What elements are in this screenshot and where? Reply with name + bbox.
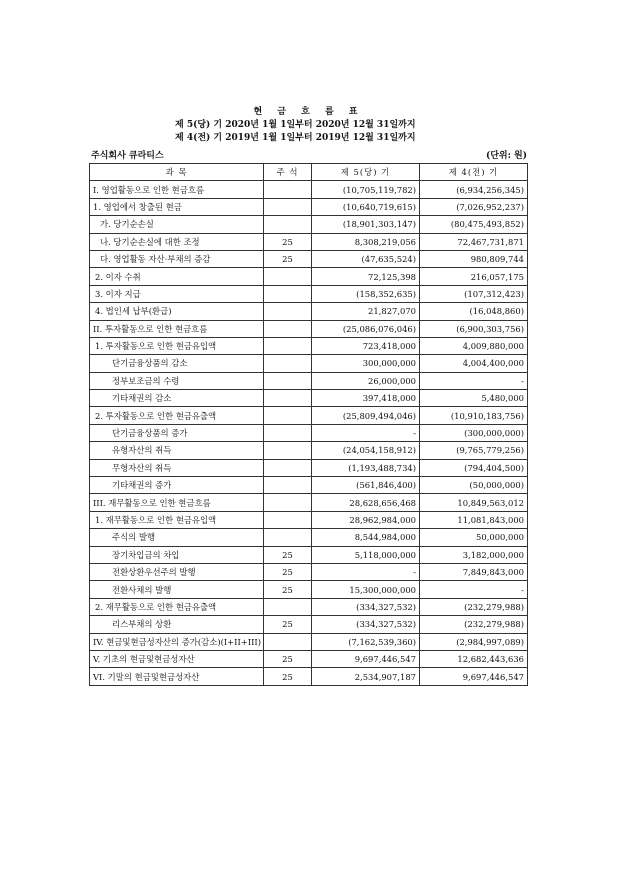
row-prior-amount: - <box>420 372 528 389</box>
row-note <box>264 598 312 615</box>
row-note <box>264 181 312 198</box>
row-note <box>264 633 312 650</box>
row-current-amount: (334,327,532) <box>312 616 420 633</box>
row-note <box>264 407 312 424</box>
row-note <box>264 355 312 372</box>
row-prior-amount: 980,809,744 <box>420 250 528 267</box>
row-current-amount: (47,635,524) <box>312 250 420 267</box>
row-current-amount: (25,086,076,046) <box>312 320 420 337</box>
table-body <box>90 181 528 685</box>
row-prior-amount: (2,984,997,089) <box>420 633 528 650</box>
row-label: 가. 당기순손실 <box>90 216 264 233</box>
row-current-amount: (10,705,119,782) <box>312 181 420 198</box>
row-current-amount: 723,418,000 <box>312 337 420 354</box>
table-row <box>90 407 528 424</box>
row-current-amount: 15,300,000,000 <box>312 581 420 598</box>
row-prior-amount: (80,475,493,852) <box>420 216 528 233</box>
row-prior-amount: 11,081,843,000 <box>420 511 528 528</box>
row-label: III. 재무활동으로 인한 현금흐름 <box>90 494 264 511</box>
row-label: 주식의 발행 <box>90 529 264 546</box>
row-prior-amount: 9,697,446,547 <box>420 668 528 685</box>
row-label: 1. 투자활동으로 인한 현금유입액 <box>90 337 264 354</box>
row-prior-amount: (300,000,000) <box>420 424 528 441</box>
row-label: VI. 기말의 현금및현금성자산 <box>90 668 264 685</box>
row-note <box>264 459 312 476</box>
row-note <box>264 390 312 407</box>
row-current-amount: - <box>312 424 420 441</box>
row-label: I. 영업활동으로 인한 현금흐름 <box>90 181 264 198</box>
row-label: IV. 현금및현금성자산의 증가(감소)(I+II+III) <box>90 633 264 650</box>
row-prior-amount: - <box>420 581 528 598</box>
row-prior-amount: 72,467,731,871 <box>420 233 528 250</box>
table-row <box>90 320 528 337</box>
row-note <box>264 337 312 354</box>
row-note: 25 <box>264 563 312 580</box>
header-prior-period: 제 4(전) 기 <box>420 164 528 181</box>
row-label: 무형자산의 취득 <box>90 459 264 476</box>
row-current-amount: 8,544,984,000 <box>312 529 420 546</box>
table-row <box>90 477 528 494</box>
row-current-amount: (18,901,303,147) <box>312 216 420 233</box>
row-note <box>264 424 312 441</box>
row-note <box>264 477 312 494</box>
row-label: 리스부채의 상환 <box>90 616 264 633</box>
row-label: 전환사채의 발행 <box>90 581 264 598</box>
row-label: 4. 법인세 납부(환급) <box>90 303 264 320</box>
table-row <box>90 616 528 633</box>
table-row <box>90 216 528 233</box>
table-row <box>90 250 528 267</box>
header-note: 주 석 <box>264 164 312 181</box>
row-current-amount: (10,640,719,615) <box>312 198 420 215</box>
row-note <box>264 216 312 233</box>
row-current-amount: 28,628,656,468 <box>312 494 420 511</box>
row-current-amount: 9,697,446,547 <box>312 650 420 667</box>
row-current-amount: (25,809,494,046) <box>312 407 420 424</box>
row-note <box>264 511 312 528</box>
table-row <box>90 424 528 441</box>
row-label: 유형자산의 취득 <box>90 442 264 459</box>
row-prior-amount: 4,004,400,000 <box>420 355 528 372</box>
table-row <box>90 633 528 650</box>
table-row <box>90 494 528 511</box>
table-row <box>90 511 528 528</box>
row-label: 전환상환우선주의 발행 <box>90 563 264 580</box>
table-row <box>90 546 528 563</box>
table-row <box>90 268 528 285</box>
company-name: 주식회사 큐라티스 <box>91 151 164 161</box>
row-label: 장기차입금의 차입 <box>90 546 264 563</box>
row-prior-amount: (232,279,988) <box>420 598 528 615</box>
row-label: 단기금융상품의 증가 <box>90 424 264 441</box>
row-label: 1. 영업에서 창출된 현금 <box>90 198 264 215</box>
row-current-amount: 5,118,000,000 <box>312 546 420 563</box>
table-header-row <box>90 164 528 181</box>
row-prior-amount: (107,312,423) <box>420 285 528 302</box>
row-current-amount: 397,418,000 <box>312 390 420 407</box>
row-note <box>264 372 312 389</box>
row-current-amount: 2,534,907,187 <box>312 668 420 685</box>
row-prior-amount: 3,182,000,000 <box>420 546 528 563</box>
row-note: 25 <box>264 650 312 667</box>
row-label: 1. 재무활동으로 인한 현금유입액 <box>90 511 264 528</box>
row-note: 25 <box>264 250 312 267</box>
period-prior: 제 4(전) 기 2019년 1월 1일부터 2019년 12월 31일까지 <box>175 133 416 143</box>
row-current-amount: (1,193,488,734) <box>312 459 420 476</box>
row-prior-amount: (794,404,500) <box>420 459 528 476</box>
table-row <box>90 668 528 685</box>
table-row <box>90 650 528 667</box>
row-current-amount: 28,962,984,000 <box>312 511 420 528</box>
row-label: 2. 투자활동으로 인한 현금유출액 <box>90 407 264 424</box>
table-row <box>90 529 528 546</box>
table-row <box>90 459 528 476</box>
row-prior-amount: (6,900,303,756) <box>420 320 528 337</box>
table-row <box>90 598 528 615</box>
row-note <box>264 442 312 459</box>
table-row <box>90 285 528 302</box>
period-current: 제 5(당) 기 2020년 1월 1일부터 2020년 12월 31일까지 <box>175 120 416 130</box>
table-row <box>90 355 528 372</box>
row-current-amount: (334,327,532) <box>312 598 420 615</box>
row-label: 정부보조금의 수령 <box>90 372 264 389</box>
row-prior-amount: 50,000,000 <box>420 529 528 546</box>
row-prior-amount: (10,910,183,756) <box>420 407 528 424</box>
row-current-amount: 72,125,398 <box>312 268 420 285</box>
row-current-amount: (561,846,400) <box>312 477 420 494</box>
row-current-amount: (24,054,158,912) <box>312 442 420 459</box>
row-label: 2. 재무활동으로 인한 현금유출액 <box>90 598 264 615</box>
row-label: 다. 영업활동 자산·부채의 증감 <box>90 250 264 267</box>
header-current-period: 제 5(당) 기 <box>312 164 420 181</box>
table-row <box>90 181 528 198</box>
row-prior-amount: 216,057,175 <box>420 268 528 285</box>
row-current-amount: 21,827,070 <box>312 303 420 320</box>
row-label: 기타채권의 증가 <box>90 477 264 494</box>
row-prior-amount: (50,000,000) <box>420 477 528 494</box>
row-prior-amount: 12,682,443,636 <box>420 650 528 667</box>
table-row <box>90 303 528 320</box>
row-label: 단기금융상품의 감소 <box>90 355 264 372</box>
table-row <box>90 442 528 459</box>
table-row <box>90 337 528 354</box>
row-label: 기타채권의 감소 <box>90 390 264 407</box>
row-prior-amount: 10,849,563,012 <box>420 494 528 511</box>
row-note: 25 <box>264 581 312 598</box>
table-row <box>90 390 528 407</box>
row-current-amount: (158,352,635) <box>312 285 420 302</box>
row-current-amount: 8,308,219,056 <box>312 233 420 250</box>
row-label: 3. 이자 지급 <box>90 285 264 302</box>
table-row <box>90 372 528 389</box>
table-row <box>90 563 528 580</box>
header-account: 과 목 <box>90 164 264 181</box>
row-prior-amount: 7,849,843,000 <box>420 563 528 580</box>
row-prior-amount: (9,765,779,256) <box>420 442 528 459</box>
row-note <box>264 529 312 546</box>
cash-flow-table <box>89 163 528 686</box>
row-note <box>264 198 312 215</box>
table-row <box>90 198 528 215</box>
row-note: 25 <box>264 233 312 250</box>
row-note <box>264 268 312 285</box>
statement-title: 현 금 흐 름 표 <box>253 107 364 117</box>
row-prior-amount: (7,026,952,237) <box>420 198 528 215</box>
row-label: 2. 이자 수취 <box>90 268 264 285</box>
row-note <box>264 285 312 302</box>
table-row <box>90 581 528 598</box>
row-prior-amount: (6,934,256,345) <box>420 181 528 198</box>
row-note: 25 <box>264 546 312 563</box>
row-label: 나. 당기순손실에 대한 조정 <box>90 233 264 250</box>
row-current-amount: (7,162,539,360) <box>312 633 420 650</box>
row-note <box>264 320 312 337</box>
row-prior-amount: (16,048,860) <box>420 303 528 320</box>
table-row <box>90 233 528 250</box>
row-label: II. 투자활동으로 인한 현금흐름 <box>90 320 264 337</box>
row-prior-amount: (232,279,988) <box>420 616 528 633</box>
row-note <box>264 303 312 320</box>
row-prior-amount: 4,009,880,000 <box>420 337 528 354</box>
row-note <box>264 494 312 511</box>
row-prior-amount: 5,480,000 <box>420 390 528 407</box>
row-label: V. 기초의 현금및현금성자산 <box>90 650 264 667</box>
row-current-amount: 300,000,000 <box>312 355 420 372</box>
row-current-amount: - <box>312 563 420 580</box>
row-note: 25 <box>264 668 312 685</box>
row-current-amount: 26,000,000 <box>312 372 420 389</box>
row-note: 25 <box>264 616 312 633</box>
unit-label: (단위: 원) <box>485 151 527 161</box>
